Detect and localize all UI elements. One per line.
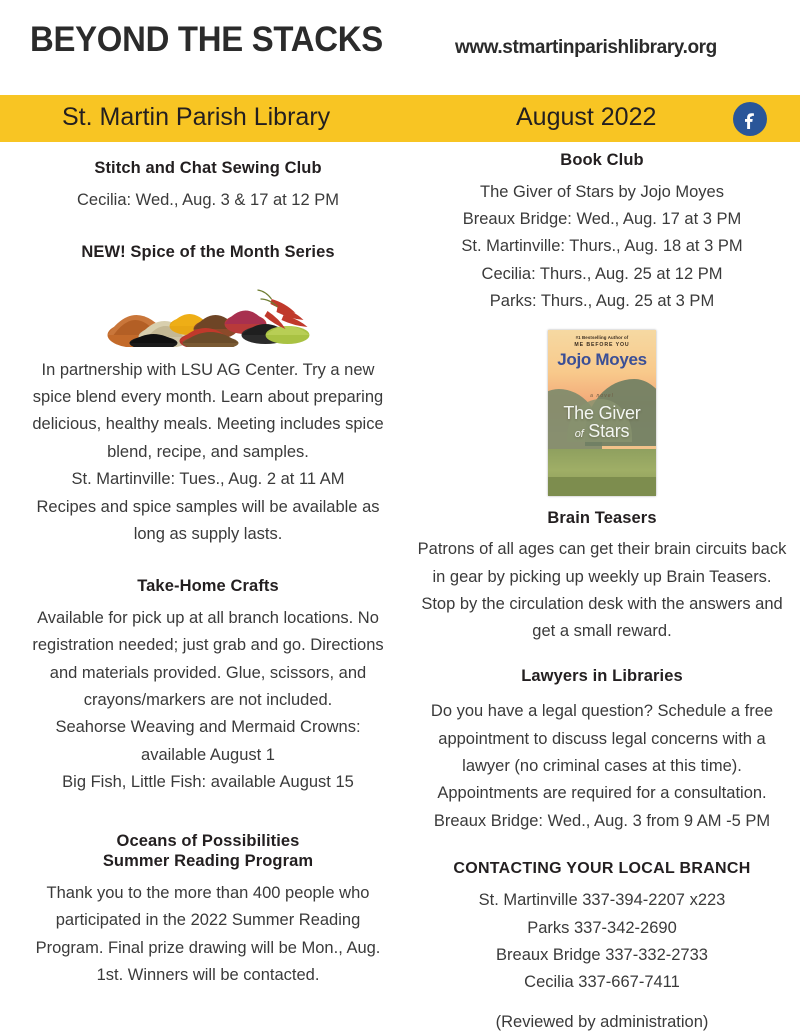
section-text: In partnership with LSU AG Center. Try a new spice blend every month. Learn about preparing delicious, healthy meals. Meeting includes spice blend, recipe, and samples. xyxy=(32,360,384,461)
left-column xyxy=(12,142,404,989)
section-text: Cecilia: Wed., Aug. 3 & 17 at 12 PM xyxy=(76,190,339,209)
book-cover-author: Jojo Moyes xyxy=(557,349,647,369)
section-text: Thank you to the more than 400 people who participated in the 2022 Summer Reading Program. Final prize drawing will be Mon., Aug. 1st. Winners will be contacted. xyxy=(35,883,381,984)
book-cover-blurb-line2: ME BEFORE YOU xyxy=(574,342,630,349)
masthead xyxy=(0,0,800,95)
book-cover-novel-label: a novel xyxy=(590,392,614,399)
facebook-icon[interactable] xyxy=(733,102,767,136)
section-heading: Brain Teasers xyxy=(547,508,657,527)
section-summer-reading-program xyxy=(28,831,388,990)
section-take-home-crafts xyxy=(28,576,388,796)
section-text: Big Fish, Little Fish: available August 15 xyxy=(62,773,354,792)
branch-contact: Cecilia 337-667-7411 xyxy=(524,973,680,992)
section-heading: Oceans of Possibilities xyxy=(116,831,300,850)
section-stitch-and-chat xyxy=(28,158,388,214)
branch-contact: Breaux Bridge 337-332-2733 xyxy=(496,945,708,964)
book-club-schedule-item: St. Martinville: Thurs., Aug. 18 at 3 PM xyxy=(461,237,743,256)
right-column xyxy=(404,142,800,1036)
spice-photo-wrap xyxy=(28,269,388,347)
issue-date: August 2022 xyxy=(516,103,657,131)
review-footnote: (Reviewed by administration) xyxy=(495,1012,709,1031)
book-club-schedule-item: Breaux Bridge: Wed., Aug. 17 at 3 PM xyxy=(462,210,742,228)
book-cover-blurb xyxy=(548,335,656,350)
book-club-title: The Giver of Stars by Jojo Moyes xyxy=(480,182,724,201)
book-cover-title-of: of xyxy=(574,428,584,441)
section-text: Recipes and spice samples will be available as long as supply lasts. xyxy=(36,497,380,543)
book-cover-title-line1: The Giver xyxy=(563,402,641,423)
section-subheading: Summer Reading Program xyxy=(102,852,314,871)
website-url[interactable]: www.stmartinparishlibrary.org xyxy=(455,37,717,58)
section-spice-of-the-month xyxy=(28,242,388,548)
book-cover-blurb-line1: #1 Bestselling Author of xyxy=(575,334,629,340)
branch-contact: Parks 337-342-2690 xyxy=(527,918,677,937)
section-lawyers-in-libraries xyxy=(414,666,790,836)
book-cover-wrap xyxy=(414,330,790,496)
spice-pile-photo xyxy=(106,269,311,347)
section-heading: Stitch and Chat Sewing Club xyxy=(94,159,322,177)
section-heading: Book Club xyxy=(560,151,644,169)
section-heading: Take-Home Crafts xyxy=(137,577,279,596)
section-text: Do you have a legal question? Schedule a free appointment to discuss legal concerns with a lawyer (no criminal cases at this time). Appointments are required for a consultation. xyxy=(430,702,774,803)
book-club-schedule-item: Cecilia: Thurs., Aug. 25 at 12 PM xyxy=(481,264,723,283)
book-club-schedule-item: Parks: Thurs., Aug. 25 at 3 PM xyxy=(489,292,715,311)
section-text: Patrons of all ages can get their brain circuits back in gear by picking up weekly up Brain Teasers. Stop by the circulation desk with the answers and get a small reward. xyxy=(417,540,787,641)
book-cover-image xyxy=(548,330,656,496)
branch-contact: St. Martinville 337-394-2207 x223 xyxy=(478,891,726,910)
section-contacting-branch xyxy=(414,859,790,1036)
book-cover-title-line2: Stars xyxy=(588,421,630,442)
book-cover-title xyxy=(548,404,656,442)
lawyers-schedule: Breaux Bridge: Wed., Aug. 3 from 9 AM -5 PM xyxy=(433,811,771,830)
section-brain-teasers xyxy=(414,508,790,646)
header-band xyxy=(0,95,800,142)
newsletter-title: BEYOND THE STACKS xyxy=(30,20,383,59)
section-text: Available for pick up at all branch locations. No registration needed; just grab and go. Directions and materials provided. Glue, scissors, and crayons/markers are not included. xyxy=(32,608,384,709)
section-heading: CONTACTING YOUR LOCAL BRANCH xyxy=(453,860,751,878)
section-heading: NEW! Spice of the Month Series xyxy=(81,243,335,261)
section-heading: Lawyers in Libraries xyxy=(521,666,683,685)
book-cover-foreground xyxy=(548,477,656,495)
library-name: St. Martin Parish Library xyxy=(62,103,331,131)
section-book-club xyxy=(414,150,790,316)
section-text: Seahorse Weaving and Mermaid Crowns: available August 1 xyxy=(55,718,361,764)
section-text: St. Martinville: Tues., Aug. 2 at 11 AM xyxy=(71,470,345,489)
newsletter-body xyxy=(0,142,800,1036)
